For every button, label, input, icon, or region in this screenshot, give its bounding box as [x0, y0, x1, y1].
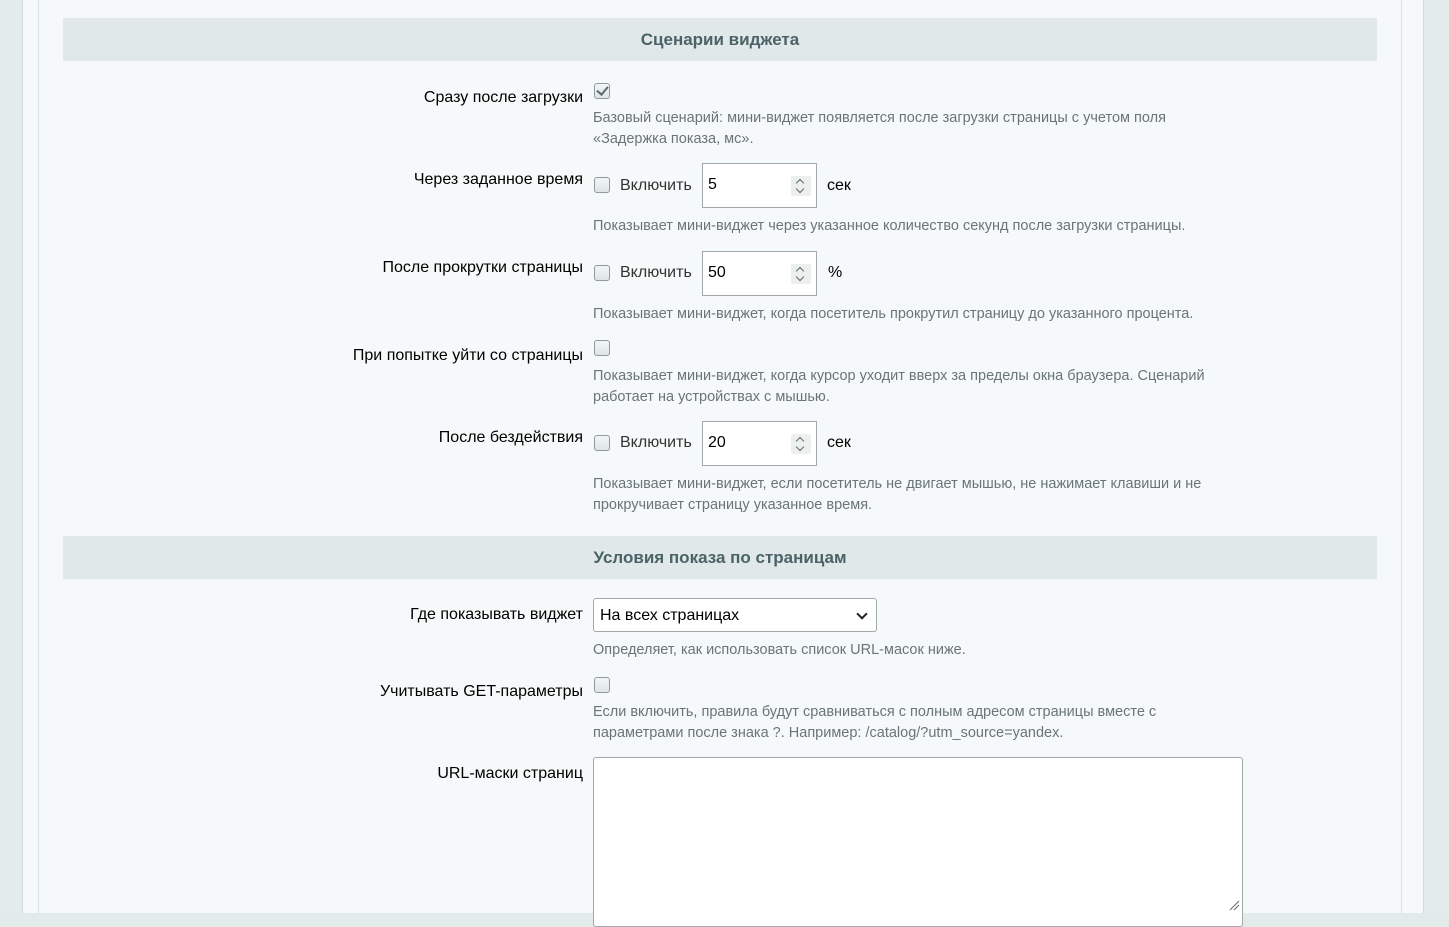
spinner-icon[interactable]: [791, 434, 811, 454]
label-idle: После бездействия: [438, 429, 583, 446]
section-title: Сценарии виджета: [640, 29, 800, 49]
label-where-show: Где показывать виджет: [410, 606, 583, 623]
label-after-load: Сразу после загрузки: [423, 89, 583, 106]
after-scroll-checkbox[interactable]: [594, 265, 610, 281]
get-params-checkbox[interactable]: [594, 677, 610, 693]
section-title: Условия показа по страницам: [593, 547, 847, 567]
exit-intent-checkbox[interactable]: [594, 340, 610, 356]
idle-checkbox[interactable]: [594, 435, 610, 451]
after-scroll-percent-input[interactable]: [702, 251, 817, 296]
idle-seconds-input[interactable]: [702, 421, 817, 466]
after-scroll-value: 50: [708, 264, 726, 281]
chevron-down-icon: [856, 608, 867, 619]
after-load-checkbox[interactable]: [594, 83, 610, 99]
where-show-select[interactable]: [593, 598, 877, 632]
resize-grip-icon[interactable]: [1228, 899, 1240, 911]
hint-after-load: Базовый сценарий: мини-виджет появляется после загрузки страницы с учетом поля «Задержка показа, мс».: [593, 110, 1166, 147]
after-time-value: 5: [708, 176, 717, 193]
url-masks-textarea[interactable]: [593, 757, 1243, 927]
hint-get-params: Если включить, правила будут сравниваться с полным адресом страницы вместе с параметрами после знака ?. Например: /catalog/?utm_source=yandex.: [593, 704, 1157, 741]
idle-unit: сек: [827, 434, 851, 451]
label-exit-intent: При попытке уйти со страницы: [352, 347, 583, 364]
hint-idle: Показывает мини-виджет, если посетитель не двигает мышью, не нажимает клавиши и не прокручивает страницу указанное время.: [593, 476, 1202, 513]
idle-value: 20: [708, 434, 726, 451]
section-header-page-conditions: [63, 536, 1377, 579]
spinner-icon[interactable]: [791, 264, 811, 284]
after-time-unit: сек: [827, 177, 851, 194]
section-header-widget-scenarios: [63, 18, 1377, 61]
after-time-seconds-input[interactable]: [702, 163, 817, 208]
label-get-params: Учитывать GET-параметры: [379, 683, 583, 700]
hint-where-show: Определяет, как использовать список URL-масок ниже.: [593, 642, 966, 658]
label-after-scroll: После прокрутки страницы: [382, 259, 583, 276]
where-show-selected: На всех страницах: [600, 607, 740, 624]
spinner-icon[interactable]: [791, 176, 811, 196]
after-scroll-enable-label: Включить: [620, 264, 692, 281]
after-time-checkbox[interactable]: [594, 177, 610, 193]
hint-exit-intent: Показывает мини-виджет, когда курсор уходит вверх за пределы окна браузера. Сценарий работает на устройствах с мышью.: [593, 368, 1205, 405]
label-after-time: Через заданное время: [413, 171, 583, 188]
label-url-masks: URL-маски страниц: [437, 765, 583, 782]
idle-enable-label: Включить: [620, 434, 692, 451]
after-scroll-unit: %: [828, 264, 843, 281]
hint-after-time: Показывает мини-виджет через указанное количество секунд после загрузки страницы.: [593, 218, 1186, 234]
hint-after-scroll: Показывает мини-виджет, когда посетитель прокрутил страницу до указанного процента.: [593, 306, 1194, 322]
after-time-enable-label: Включить: [620, 177, 692, 194]
